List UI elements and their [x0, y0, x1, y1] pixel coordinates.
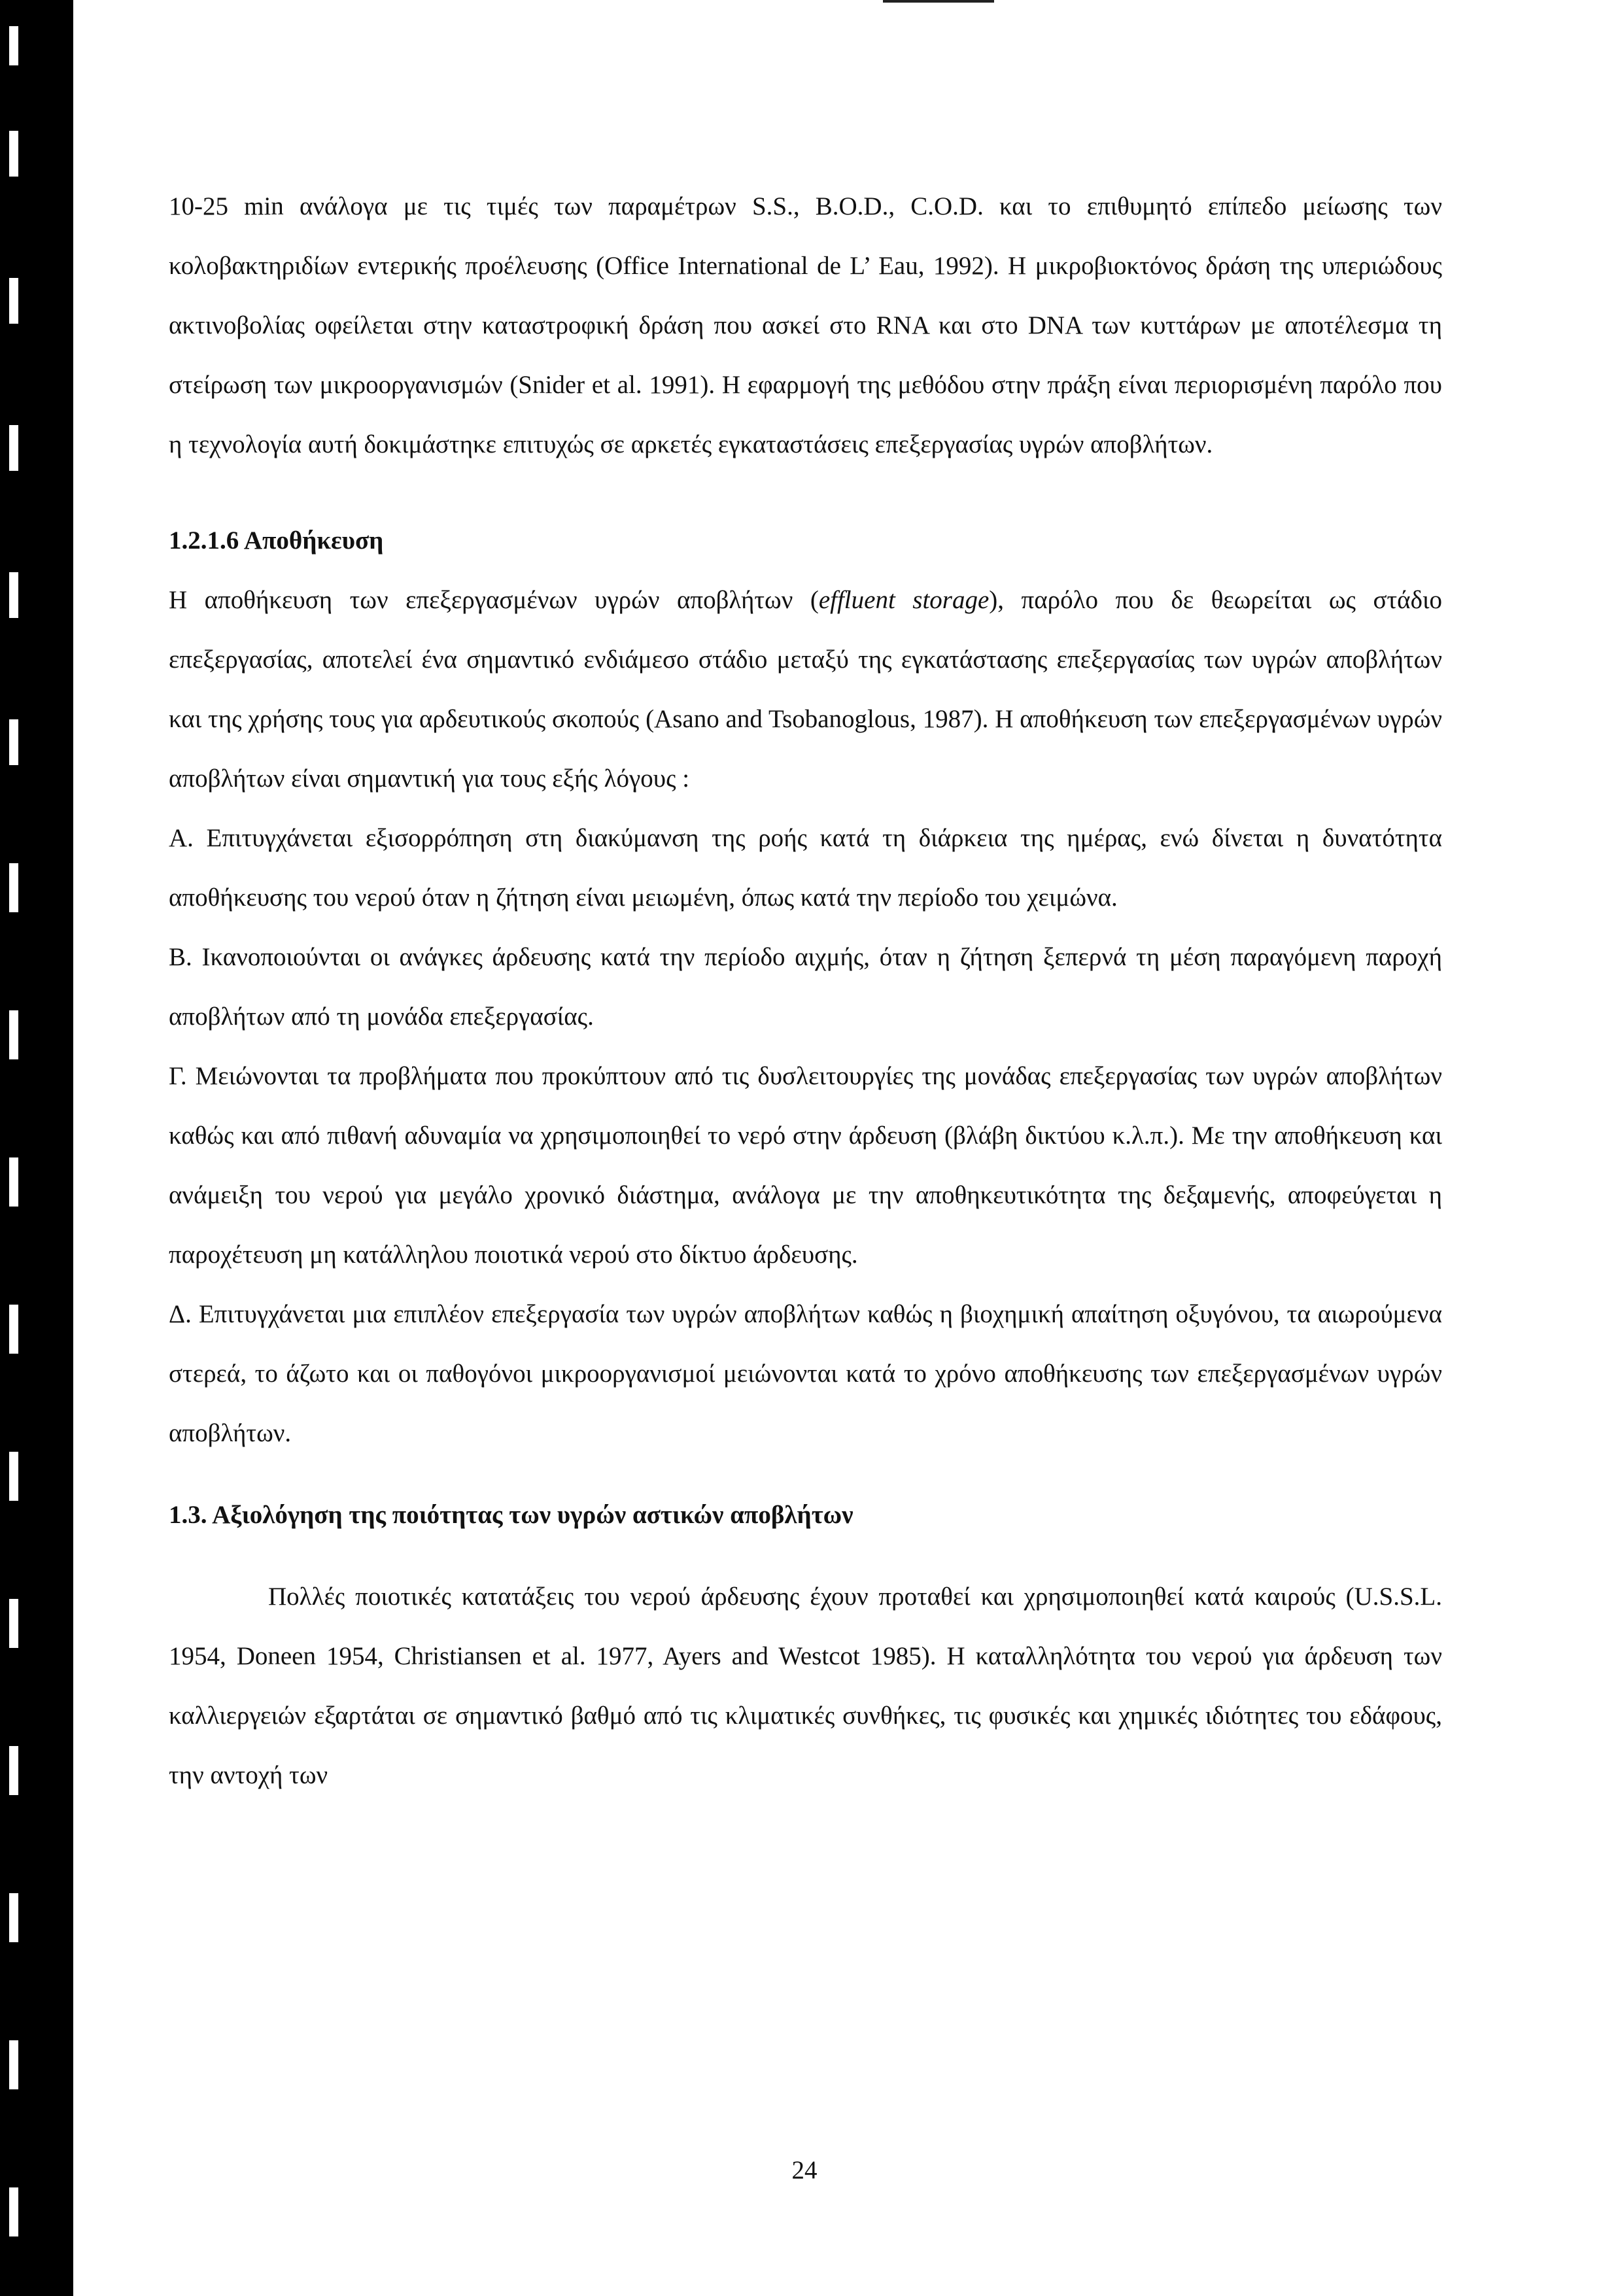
- storage-intro-text-b: ), παρόλο που δε θεωρείται ως στάδιο επεξεργασίας, αποτελεί ένα σημαντικό ενδιάμεσο στάδιο μεταξύ της εγκατάστασης επεξεργασίας των υγρών αποβλήτων και της χρήσης τους για αρδευτικούς σκοπούς (Asano and Tsobanoglous, 1987). Η αποθήκευση των επεξεργασμένων υγρών αποβλήτων είναι σημαντική για τους εξής λόγους :: [169, 586, 1442, 793]
- page-body: [169, 177, 1442, 1805]
- scan-edge-mark: [9, 2040, 18, 2089]
- paragraph-water-quality: Πολλές ποιοτικές κατατάξεις του νερού άρδευσης έχουν προταθεί και χρησιμοποιηθεί κατά καιρούς (U.S.S.L. 1954, Doneen 1954, Christiansen et al. 1977, Ayers and Westcot 1985). Η καταλληλότητα του νερού για άρδευση των καλλιεργειών εξαρτάται σε σημαντικό βαθμό από τις κλιματικές συνθήκες, τις φυσικές και χημικές ιδιότητες του εδάφους, την αντοχή των: [169, 1583, 1442, 1789]
- scan-edge-mark: [9, 1010, 18, 1059]
- scan-edge-mark: [9, 1599, 18, 1648]
- scan-edge-mark: [9, 131, 18, 177]
- scan-edge-mark: [9, 1746, 18, 1795]
- scan-edge-mark: [9, 2187, 18, 2236]
- scan-edge-mark: [9, 719, 18, 765]
- scan-edge-mark: [9, 1893, 18, 1942]
- scan-edge-mark: [9, 1157, 18, 1207]
- section-heading-quality: 1.3. Αξιολόγηση της ποιότητας των υγρών αστικών αποβλήτων: [169, 1501, 853, 1529]
- reason-d: Δ. Επιτυγχάνεται μια επιπλέον επεξεργασία των υγρών αποβλήτων καθώς η βιοχημική απαίτηση οξυγόνου, τα αιωρούμενα στερεά, το άζωτο και οι παθογόνοι μικροοργανισμοί μειώνονται κατά το χρόνο αποθήκευσης των επεξεργασμένων υγρών αποβλήτων.: [169, 1300, 1442, 1447]
- scan-edge-mark: [9, 863, 18, 912]
- reason-a: Α. Επιτυγχάνεται εξισορρόπηση στη διακύμανση της ροής κατά τη διάρκεια της ημέρας, ενώ δίνεται η δυνατότητα αποθήκευσης του νερού όταν η ζήτηση είναι μειωμένη, όπως κατά την περίοδο του χειμώνα.: [169, 824, 1442, 912]
- scan-edge-mark: [9, 26, 18, 65]
- storage-intro-text-a: Η αποθήκευση των επεξεργασμένων υγρών αποβλήτων (: [169, 586, 819, 614]
- reason-b: Β. Ικανοποιούνται οι ανάγκες άρδευσης κατά την περίοδο αιχμής, όταν η ζήτηση ξεπερνά τη μέση παραγόμενη παροχή αποβλήτων από τη μονάδα επεξεργασίας.: [169, 943, 1442, 1031]
- paragraph-uv-disinfection: 10-25 min ανάλογα με τις τιμές των παραμέτρων S.S., B.O.D., C.O.D. και το επιθυμητό επίπεδο μείωσης των κολοβακτηριδίων εντερικής προέλευσης (Office International de L’ Eau, 1992). Η μικροβιοκτόνος δράση της υπεριώδους ακτινοβολίας οφείλεται στην καταστροφική δράση που ασκεί στο RNA και στο DNA των κυττάρων με αποτέλεσμα τη στείρωση των μικροοργανισμών (Snider et al. 1991). Η εφαρμογή της μεθόδου στην πράξη είναι περιορισμένη παρόλο που η τεχνολογία αυτή δοκιμάστηκε επιτυχώς σε αρκετές εγκαταστάσεις επεξεργασίας υγρών αποβλήτων.: [169, 192, 1442, 458]
- scan-edge: [0, 0, 73, 2296]
- top-rule: [883, 0, 994, 3]
- paragraph-storage-intro: [169, 570, 1442, 808]
- scan-edge-mark: [9, 278, 18, 324]
- scan-edge-mark: [9, 425, 18, 471]
- reason-c: Γ. Μειώνονται τα προβλήματα που προκύπτουν από τις δυσλειτουργίες της μονάδας επεξεργασίας των υγρών αποβλήτων καθώς και από πιθανή αδυναμία να χρησιμοποιηθεί το νερό στην άρδευση (βλάβη δικτύου κ.λ.π.). Με την αποθήκευση και ανάμειξη του νερού για μεγάλο χρονικό διάστημα, ανάλογα με την αποθηκευτικότητα της δεξαμενής, αποφεύγεται η παροχέτευση μη κατάλληλου ποιοτικά νερού στο δίκτυο άρδευσης.: [169, 1062, 1442, 1269]
- page-number: 24: [791, 2156, 818, 2184]
- section-heading-storage: 1.2.1.6 Αποθήκευση: [169, 526, 384, 555]
- scan-edge-mark: [9, 572, 18, 618]
- storage-intro-term: effluent storage: [818, 586, 990, 614]
- scan-edge-mark: [9, 1452, 18, 1501]
- scan-edge-mark: [9, 1305, 18, 1354]
